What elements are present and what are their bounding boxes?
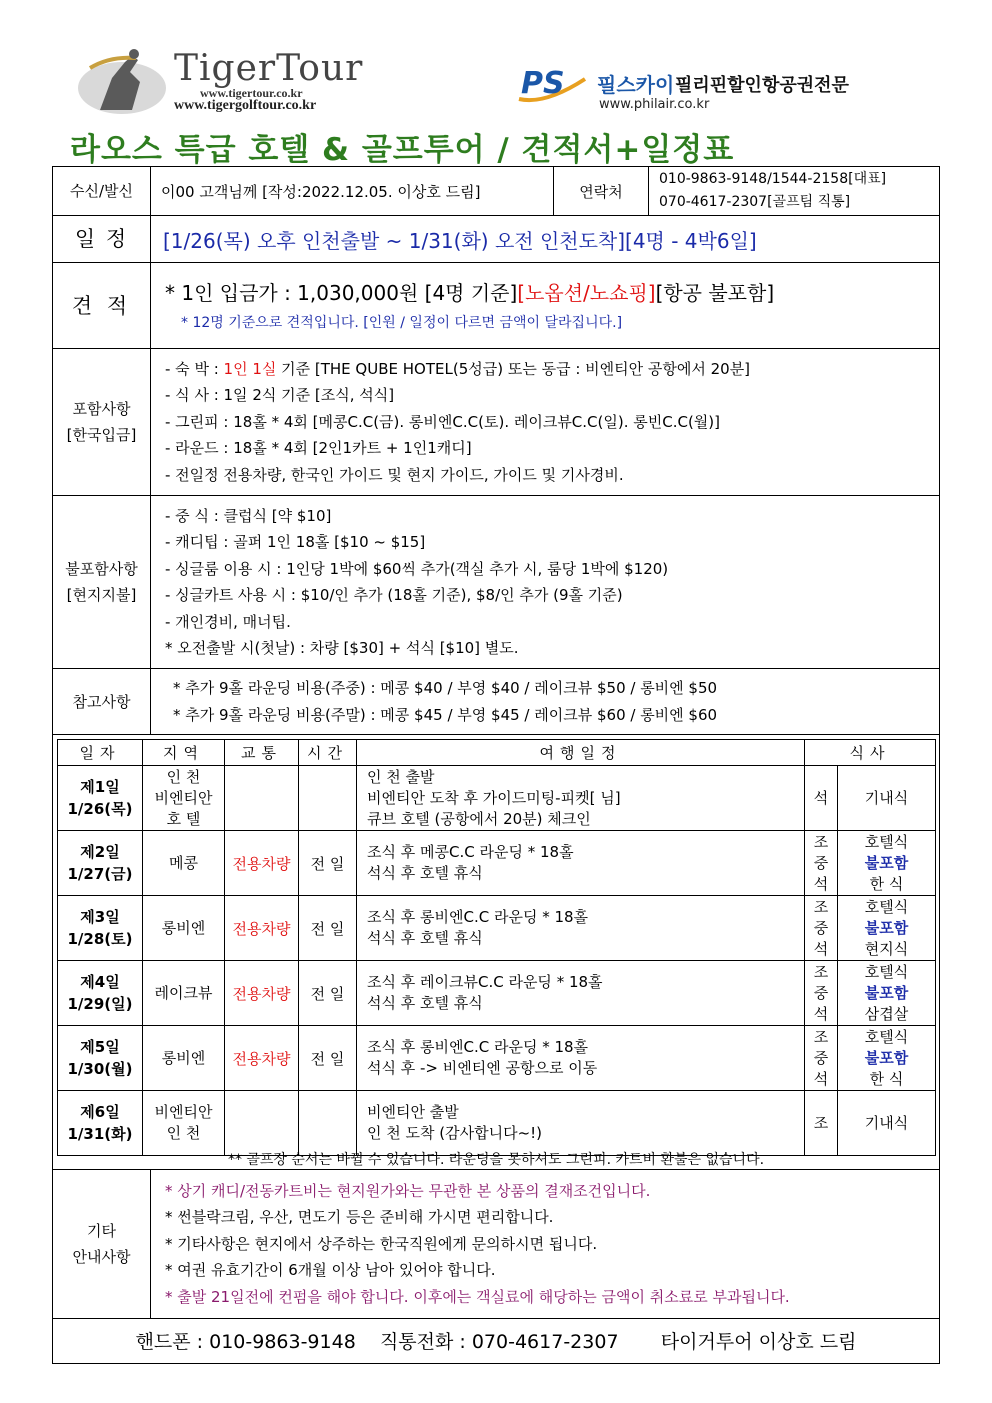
day-date: 1/31(화) [67, 1125, 133, 1143]
schedule-cell [357, 831, 805, 896]
meal-value: 호텔식 [864, 962, 909, 981]
included-meals: - 식 사 : 1일 2식 기준 [조식, 석식] [165, 386, 395, 405]
footer-contact: 핸드폰 : 010-9863-9148 직통전화 : 070-4617-2307 타이거투어 이상호 드림 [135, 1331, 857, 1353]
meal-type-cell [805, 831, 838, 896]
included-hotel-label: - 숙 박 : [165, 359, 224, 378]
transport-cell: 전용차량 [225, 1026, 299, 1091]
other-item: * 출발 21일전에 컨펌을 해야 합니다. 이후에는 객실료에 해당하는 금액이 취소료로 부과됩니다. [165, 1287, 790, 1306]
day-date: 1/30(월) [67, 1060, 133, 1078]
page-title: 라오스 특급 호텔 & 골프투어 / 견적서+일정표 [70, 132, 735, 168]
transport-cell [225, 766, 299, 831]
itinerary-row [58, 961, 936, 1026]
itinerary-header [58, 740, 936, 766]
meal-type: 석 [813, 788, 829, 807]
quote-document [52, 166, 940, 1364]
schedule-row [53, 216, 939, 263]
excluded-item: - 싱글카트 사용 시 : $10/인 추가 (18홀 기준), $8/인 추가 (9홀 기준) [165, 586, 623, 604]
meal-cell [838, 961, 936, 1026]
meal-type: 석 [813, 1069, 829, 1088]
region-name: 롱비엔 [161, 918, 206, 937]
meal-type: 중 [813, 1048, 829, 1067]
itinerary-row [58, 766, 936, 831]
meal-value: 기내식 [864, 1113, 909, 1132]
included-greenfee: - 그린피 : 18홀 * 4회 [메콩C.C(금). 롱비엔C.C(토). 레이크뷰C.C(일). 롱빈C.C(월)] [165, 412, 720, 431]
schedule-label: 일 정 [53, 216, 151, 262]
day-date: 1/26(목) [67, 800, 133, 818]
time-cell [299, 1091, 357, 1156]
meal-type: 조 [813, 832, 829, 851]
tigergolftour-url: www.tigergolftour.co.kr [174, 98, 317, 113]
region-cell [143, 1091, 225, 1156]
itinerary-note: ** 골프장 순서는 바뀔 수 있습니다. 라운딩을 못하셔도 그린피. 카트비 환불은 없습니다. [227, 1152, 765, 1168]
tigertour-logo [70, 48, 430, 120]
col-header-region: 지역 [143, 740, 225, 766]
region-name: 인 천 [166, 1124, 201, 1142]
meal-value: 불포함 [864, 853, 909, 872]
contact-label: 연락처 [553, 167, 649, 215]
quote-row [53, 263, 939, 349]
quote-no-option: [노옵션/노쇼핑] [517, 280, 656, 305]
day-day: 제5일 [80, 1038, 120, 1056]
meal-value: 불포함 [864, 1048, 909, 1067]
meal-value: 한 식 [869, 874, 904, 893]
itinerary-table [57, 739, 936, 1156]
other-row [53, 1169, 939, 1319]
region-cell [143, 896, 225, 961]
schedule-cell [357, 896, 805, 961]
quote-label: 견 적 [53, 263, 151, 348]
day-date: 1/29(일) [67, 995, 133, 1013]
schedule-line: 비엔티안 도착 후 가이드미팅-피켓[ 님] [367, 788, 621, 807]
meal-type-cell [805, 766, 838, 831]
excluded-item: - 캐디팁 : 골퍼 1인 18홀 [$10 ~ $15] [165, 533, 426, 551]
region-cell [143, 961, 225, 1026]
region-name: 비엔티안 [154, 1103, 213, 1121]
reference-row [53, 669, 939, 735]
reference-list [173, 669, 717, 734]
recipient-value: 이00 고객님께 [작성:2022.12.05. 이상호 드림] [161, 182, 481, 201]
time-cell: 전 일 [299, 831, 357, 896]
meal-type: 조 [813, 897, 829, 916]
itinerary-row [58, 896, 936, 961]
other-item: * 기타사항은 현지에서 상주하는 한국직원에게 문의하시면 됩니다. [165, 1234, 598, 1253]
region-name: 비엔티안 [154, 788, 213, 807]
schedule-line: 석식 후 호텔 휴식 [367, 994, 483, 1012]
meal-type: 석 [813, 939, 829, 958]
region-cell [143, 766, 225, 831]
meal-cell [838, 1026, 936, 1091]
day-cell [58, 766, 143, 831]
reference-weekend: * 추가 9홀 라운딩 비용(주말) : 메콩 $45 / 부영 $45 / 레이크뷰 $60 / 롱비엔 $60 [173, 705, 718, 724]
meal-type-cell [805, 896, 838, 961]
included-hotel-room: 1인 1실 [223, 359, 277, 378]
day-cell [58, 961, 143, 1026]
schedule-line: 큐브 호텔 (공항에서 20분) 체크인 [367, 809, 591, 828]
meal-value: 불포함 [864, 918, 909, 937]
other-item: * 여권 유효기간이 6개월 이상 남아 있어야 합니다. [165, 1261, 496, 1280]
included-round: - 라운드 : 18홀 * 4회 [2인1카트 + 1인1캐디] [165, 439, 472, 458]
excluded-label-sub: [현지지불] [66, 586, 137, 604]
meal-type-cell [805, 1091, 838, 1156]
time-cell [299, 766, 357, 831]
transport-cell [225, 1091, 299, 1156]
day-day: 제3일 [80, 908, 120, 926]
excluded-list [165, 496, 668, 668]
schedule-line: 인 천 출발 [367, 767, 435, 786]
day-cell [58, 896, 143, 961]
included-label-sub: [한국입금] [66, 426, 137, 444]
schedule-cell [357, 1091, 805, 1156]
day-cell [58, 1026, 143, 1091]
col-header-transport: 교통 [225, 740, 299, 766]
schedule-cell [357, 961, 805, 1026]
ps-logo-letters: PS [521, 66, 565, 101]
meal-type: 중 [813, 853, 829, 872]
schedule-line: 인 천 도착 (감사합니다~!) [367, 1124, 543, 1142]
schedule-line: 석식 후 호텔 휴식 [367, 929, 483, 947]
day-cell [58, 831, 143, 896]
meal-value: 호텔식 [864, 897, 909, 916]
reference-label: 참고사항 [53, 669, 151, 734]
included-row [53, 349, 939, 496]
meal-type-cell [805, 961, 838, 1026]
meal-type-cell [805, 1026, 838, 1091]
excluded-item: - 개인경비, 매너팁. [165, 612, 291, 631]
other-item: * 썬블락크림, 우산, 면도기 등은 준비해 가시면 편리합니다. [165, 1208, 554, 1227]
meal-cell [838, 896, 936, 961]
header [60, 48, 940, 123]
contact-line-golf: 070-4617-2307[골프팀 직통] [659, 194, 851, 210]
schedule-cell [357, 1026, 805, 1091]
excluded-label [53, 496, 151, 668]
included-label [53, 349, 151, 495]
recipient-label: 수신/발신 [53, 167, 151, 215]
meal-cell [838, 831, 936, 896]
itinerary-row [58, 1091, 936, 1156]
day-day: 제2일 [80, 843, 120, 861]
other-list [165, 1170, 790, 1318]
schedule-line: 비엔티안 출발 [367, 1103, 459, 1121]
meal-value: 호텔식 [864, 832, 909, 851]
quote-airfare: [항공 불포함] [655, 280, 775, 305]
quote-value [165, 263, 774, 348]
meal-cell [838, 1091, 936, 1156]
excluded-item: - 싱글룸 이용 시 : 1인당 1박에 $60씩 추가(객실 추가 시, 룸당 1박에 $120) [165, 559, 669, 578]
philsky-tagline: 필리핀할인항공권전문 [675, 75, 849, 96]
schedule-value: [1/26(목) 오후 인천출발 ~ 1/31(화) 오전 인천도착][4명 - 4박6일] [163, 228, 757, 253]
region-cell [143, 1026, 225, 1091]
meal-value: 현지식 [864, 939, 909, 958]
golfer-icon [70, 48, 170, 120]
included-list [165, 349, 750, 495]
schedule-line: 조식 후 롱비엔C.C 라운딩 * 18홀 [367, 1038, 589, 1056]
meal-value: 기내식 [864, 788, 909, 807]
schedule-line: 석식 후 호텔 휴식 [367, 864, 483, 882]
philsky-logo [515, 63, 935, 121]
excluded-item: * 오전출발 시(첫날) : 차량 [$30] + 석식 [$10] 별도. [165, 639, 519, 657]
excluded-item: - 중 식 : 클럽식 [약 $10] [165, 506, 332, 525]
philsky-url: www.philair.co.kr [599, 97, 710, 112]
contact-value [659, 167, 886, 215]
schedule-cell [357, 766, 805, 831]
contact-line-main: 010-9863-9148/1544-2158[대표] [659, 171, 887, 187]
meal-value: 불포함 [864, 983, 909, 1002]
tigertour-url: www.tigertour.co.kr [200, 86, 303, 100]
excluded-label-title: 불포함사항 [65, 560, 138, 578]
recipient-row [53, 167, 939, 216]
transport-cell: 전용차량 [225, 831, 299, 896]
day-date: 1/27(금) [67, 865, 133, 883]
transport-cell: 전용차량 [225, 896, 299, 961]
col-header-day: 일자 [58, 740, 143, 766]
schedule-line: 조식 후 롱비엔C.C 라운딩 * 18홀 [367, 908, 589, 926]
region-name: 호 텔 [166, 809, 201, 828]
meal-type: 석 [813, 1004, 829, 1023]
meal-type: 석 [813, 874, 829, 893]
itinerary-row [58, 831, 936, 896]
col-header-meals: 식사 [805, 740, 936, 766]
meal-type: 중 [813, 918, 829, 937]
meal-value: 삼겹살 [864, 1004, 909, 1023]
time-cell: 전 일 [299, 896, 357, 961]
meal-type: 중 [813, 983, 829, 1002]
region-cell [143, 831, 225, 896]
included-hotel-detail: 기준 [THE QUBE HOTEL(5성급) 또는 동급 : 비엔티안 공항에서 20분] [276, 359, 751, 378]
included-label-title: 포함사항 [72, 400, 131, 418]
reference-weekday: * 추가 9홀 라운딩 비용(주중) : 메콩 $40 / 부영 $40 / 레이크뷰 $50 / 롱비엔 $50 [173, 679, 718, 697]
quote-note: * 12명 기준으로 견적입니다. [인원 / 일정이 다르면 금액이 달라집니다.] [181, 314, 623, 331]
day-day: 제1일 [80, 778, 120, 796]
schedule-line: 조식 후 메콩C.C 라운딩 * 18홀 [367, 843, 574, 861]
ps-logo-icon [515, 65, 595, 105]
meal-type: 조 [813, 1113, 829, 1132]
region-name: 인 천 [166, 767, 201, 786]
other-item: * 상기 캐디/전동카트비는 현지원가와는 무관한 본 상품의 결재조건입니다. [165, 1181, 651, 1200]
col-header-schedule: 여행일정 [357, 740, 805, 766]
meal-value: 호텔식 [864, 1027, 909, 1046]
schedule-line: 석식 후 -> 비엔티엔 공항으로 이동 [367, 1059, 598, 1077]
itinerary-row [58, 1026, 936, 1091]
region-name: 레이크뷰 [154, 983, 213, 1002]
day-day: 제4일 [80, 973, 120, 991]
meal-value: 한 식 [869, 1069, 904, 1088]
meal-cell [838, 766, 936, 831]
included-transport: - 전일정 전용차량, 한국인 가이드 및 현지 가이드, 가이드 및 기사경비. [165, 465, 624, 484]
day-date: 1/28(토) [67, 930, 133, 948]
time-cell: 전 일 [299, 961, 357, 1026]
day-day: 제6일 [80, 1103, 120, 1121]
time-cell: 전 일 [299, 1026, 357, 1091]
tigertour-name: TigerTour [174, 48, 364, 89]
other-label-sub: 안내사항 [72, 1248, 131, 1266]
included-hotel [165, 356, 750, 383]
other-label [53, 1170, 151, 1318]
region-name: 메콩 [169, 853, 198, 872]
day-cell [58, 1091, 143, 1156]
philsky-brand: 필스카이 [597, 73, 675, 97]
meal-type: 조 [813, 962, 829, 981]
region-name: 롱비엔 [161, 1048, 206, 1067]
transport-cell: 전용차량 [225, 961, 299, 1026]
other-label-title: 기타 [87, 1222, 116, 1240]
meal-type: 조 [813, 1027, 829, 1046]
schedule-line: 조식 후 레이크뷰C.C 라운딩 * 18홀 [367, 973, 603, 991]
col-header-time: 시간 [299, 740, 357, 766]
excluded-row [53, 496, 939, 669]
quote-price: * 1인 입금가 : 1,030,000원 [4명 기준] [165, 280, 518, 305]
quote-main [165, 276, 774, 310]
